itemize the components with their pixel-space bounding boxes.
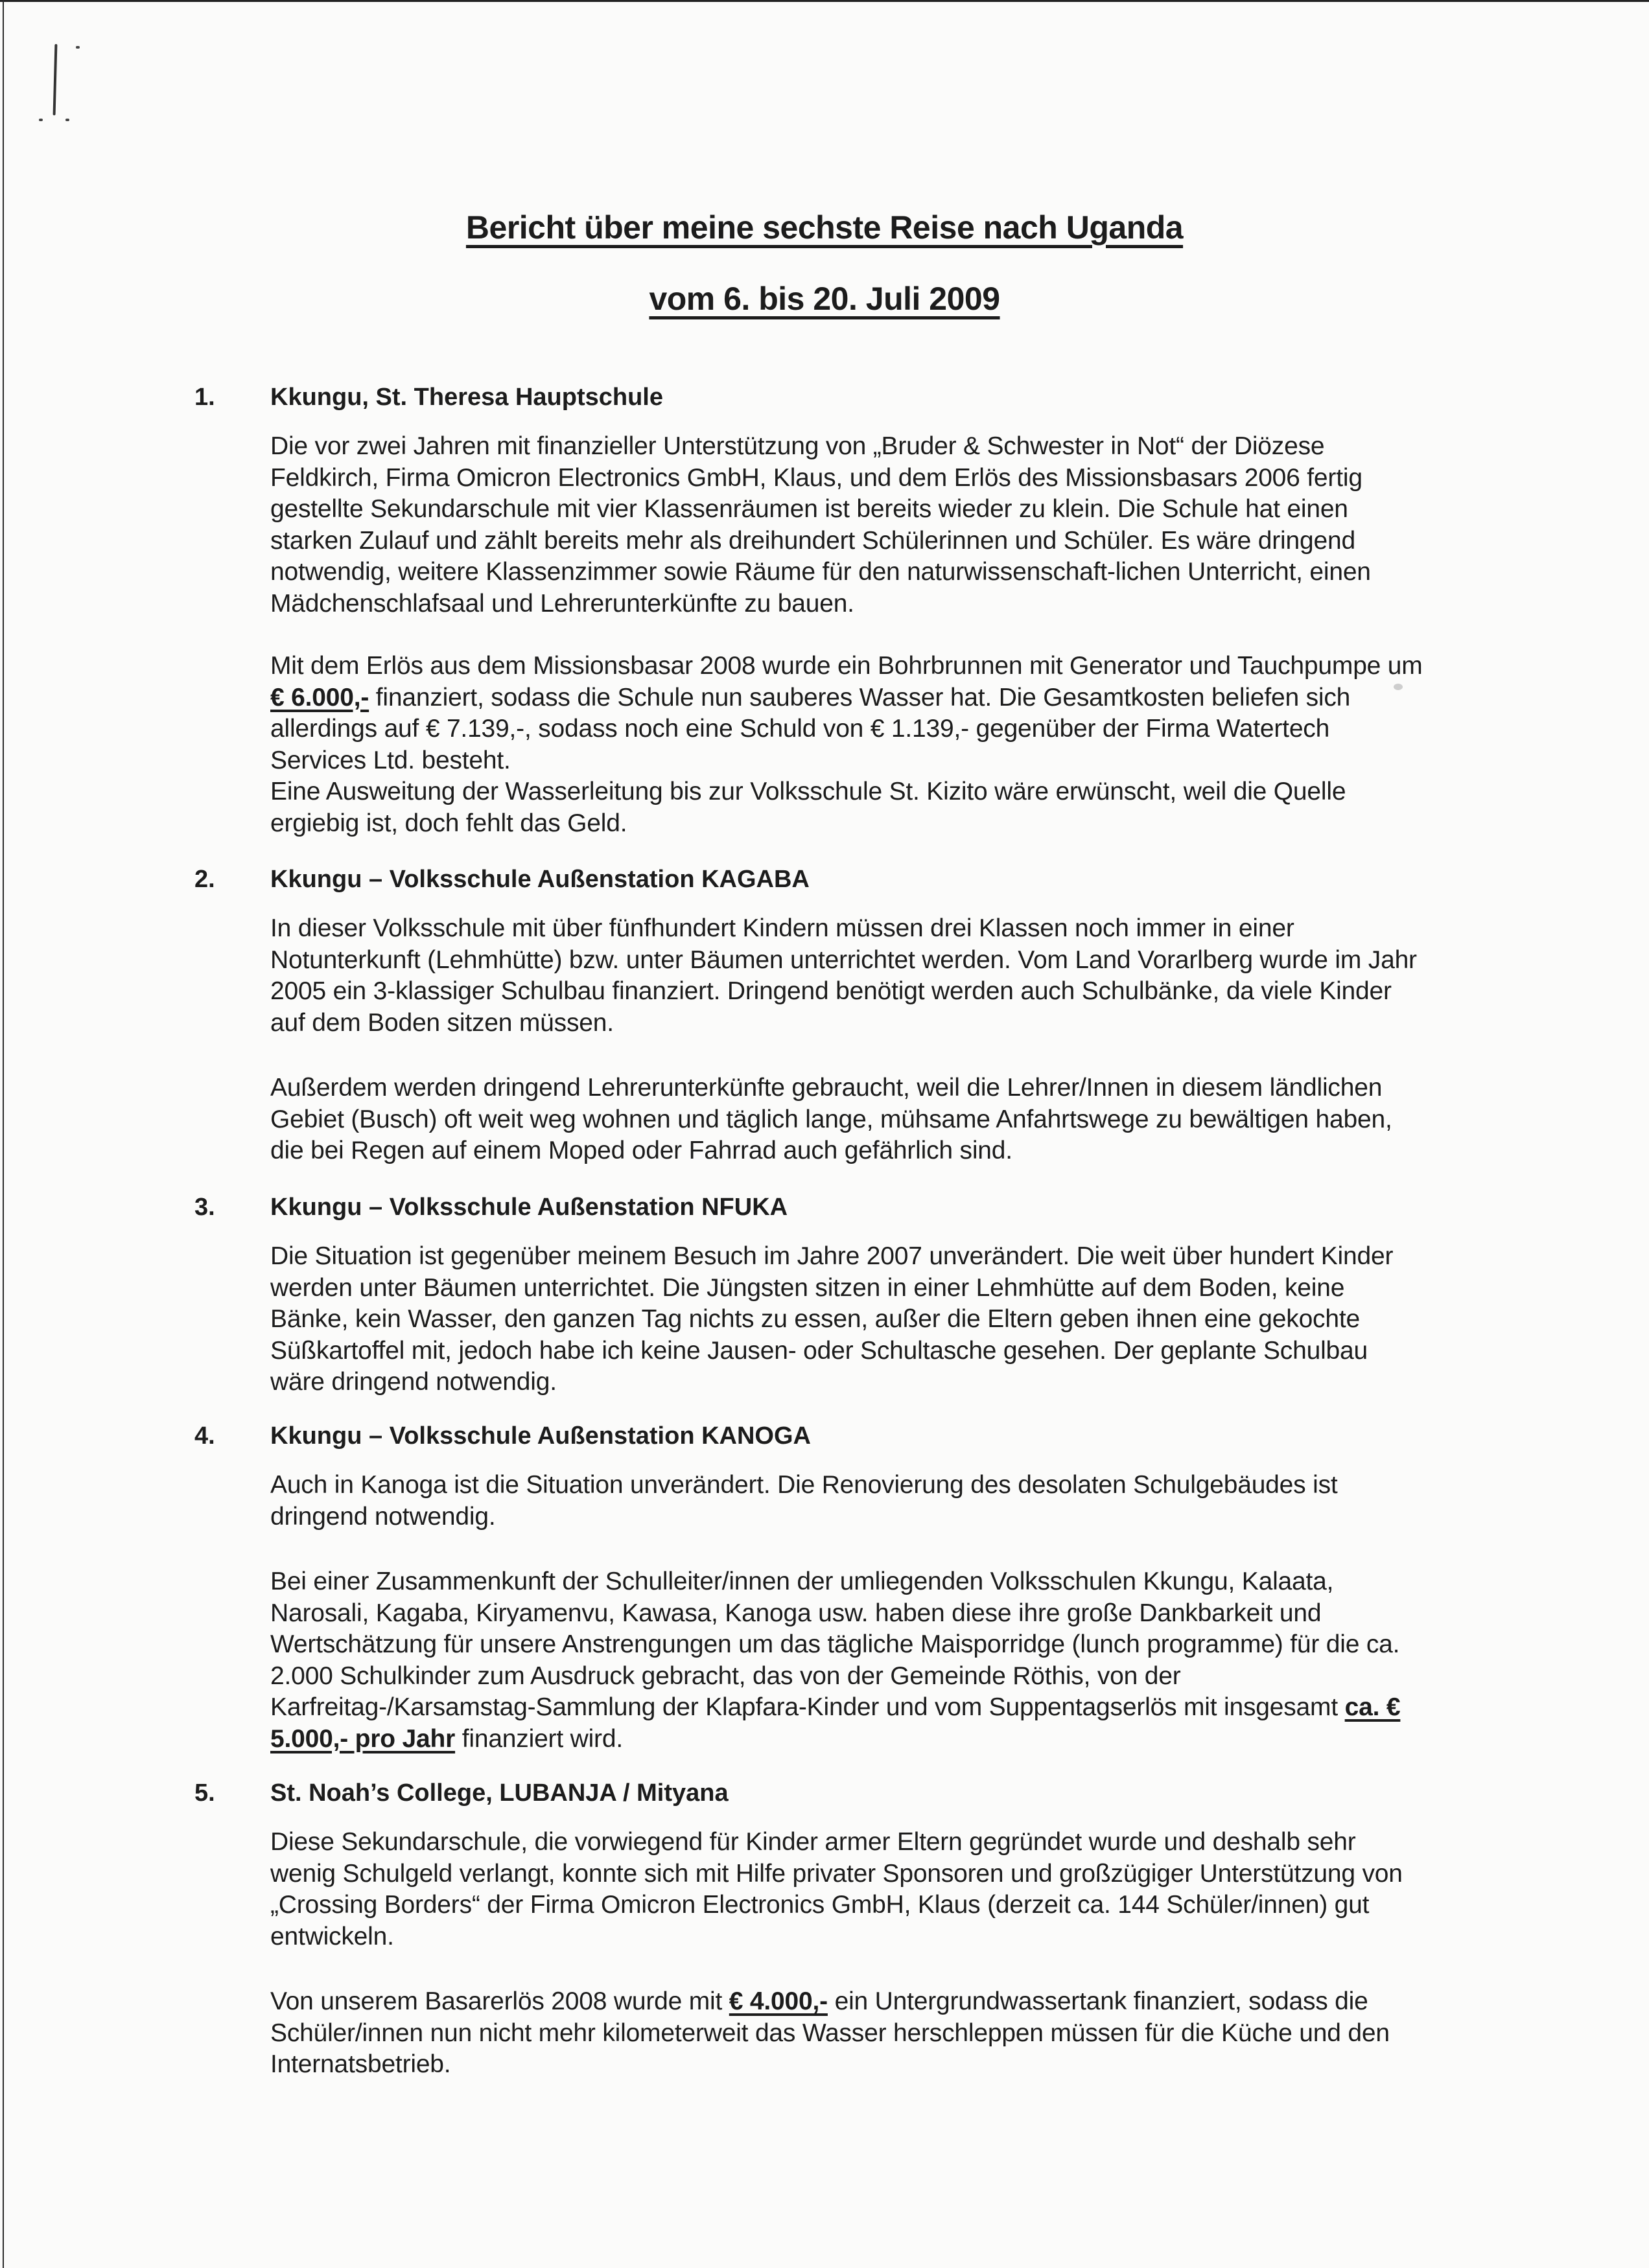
paragraph: Von unserem Basarerlös 2008 wurde mit € 4.000,- ein Untergrundwassertank finanziert, sodass die Schüler/innen nun nicht mehr kilometerweit das Wasser herschleppen müssen für die Küche und den Internatsbetrieb. xyxy=(270,1987,1390,2078)
section-3 xyxy=(194,1188,1426,1398)
section-4 xyxy=(194,1417,1426,1755)
staple-speck xyxy=(65,119,69,121)
paragraph: Mit dem Erlös aus dem Missionsbasar 2008 wurde ein Bohrbrunnen mit Generator und Tauchpumpe um € 6.000,- finanziert, sodass die Schule nun sauberes Wasser hat. Die Gesamtkosten beliefen sich allerdings auf € 7.139,-, sodass noch eine Schuld von € 1.139,- gegenüber der Firma Watertech Services Ltd. besteht. xyxy=(270,652,1423,774)
paragraph: Diese Sekundarschule, die vorwiegend für Kinder armer Eltern gegründet wurde und deshalb sehr wenig Schulgeld verlangt, konnte sich mit Hilfe privater Sponsoren und großzügiger Unterstützung von „Crossing Borders“ der Firma Omicron Electronics GmbH, Klaus (derzeit ca. 144 Schüler/innen) gut entwickeln. xyxy=(270,1828,1403,1950)
section-2 xyxy=(194,860,1426,1167)
section-title: Kkungu, St. Theresa Hauptschule xyxy=(270,383,663,411)
staple-speck xyxy=(39,119,43,121)
paragraph: Außerdem werden dringend Lehrerunterkünfte gebraucht, weil die Lehrer/Innen in diesem ländlichen Gebiet (Busch) oft weit weg wohnen und täglich lange, mühsame Anfahrtswege zu bewältigen haben, die bei Regen auf einem Moped oder Fahrrad auch gefährlich sind. xyxy=(270,1074,1392,1164)
paragraph: Bei einer Zusammenkunft der Schulleiter/innen der umliegenden Volksschulen Kkungu, Kalaata, Narosali, Kagaba, Kiryamenvu, Kawasa, Kanoga usw. haben diese ihre große Dankbarkeit und Wertschätzung für unsere Anstrengungen um das tägliche Maisporridge (lunch programme) für die ca. 2.000 Schulkinder zum Ausdruck gebracht, das von der Gemeinde Röthis, von der Karfreitag-/Karsamstag-Sammlung der Klapfara-Kinder und vom Suppentagserlös mit insgesamt ca. € 5.000,- pro Jahr finanziert wird. xyxy=(270,1568,1401,1753)
section-heading xyxy=(194,1417,1426,1455)
paragraph: Auch in Kanoga ist die Situation unverändert. Die Renovierung des desolaten Schulgebäudes ist dringend notwendig. xyxy=(270,1471,1338,1531)
section-title: Kkungu – Volksschule Außenstation KANOGA xyxy=(270,1422,811,1450)
staple-mark xyxy=(53,44,58,115)
paragraph: Die vor zwei Jahren mit finanzieller Unterstützung von „Bruder & Schwester in Not“ der Diözese Feldkirch, Firma Omicron Electronics GmbH, Klaus, und dem Erlös des Missionsbasars 2006 fertig gestellte Sekundarschule mit vier Klassenräumen ist bereits wieder zu klein. Die Schule hat einen starken Zulauf und zählt bereits mehr als dreihundert Schülerinnen und Schüler. Es wäre dringend notwendig, weitere Klassenzimmer sowie Räume für den naturwissenschaft-lichen Unterricht, einen Mädchenschlafsaal und Lehrerunterkünfte zu bauen. xyxy=(270,432,1371,618)
section-number: 1. xyxy=(194,383,215,411)
scan-edge-top xyxy=(0,0,1649,2)
section-heading xyxy=(194,378,1426,417)
section-number: 4. xyxy=(194,1422,215,1450)
section-number: 2. xyxy=(194,865,215,893)
amount-highlight: € 6.000,- xyxy=(270,683,369,712)
section-number: 3. xyxy=(194,1193,215,1221)
section-number: 5. xyxy=(194,1779,215,1807)
amount-highlight: ca. € 5.000,- pro Jahr xyxy=(270,1693,1401,1753)
section-heading xyxy=(194,860,1426,899)
scan-edge-left xyxy=(3,0,4,2268)
section-1 xyxy=(194,378,1426,839)
title-line-2: vom 6. bis 20. Juli 2009 xyxy=(649,281,1000,317)
paragraph: Die Situation ist gegenüber meinem Besuch im Jahre 2007 unverändert. Die weit über hundert Kinder werden unter Bäumen unterrichtet. Die Jüngsten sitzen in einer Lehmhütte auf dem Boden, keine Bänke, kein Wasser, den ganzen Tag nichts zu essen, außer die Eltern geben ihnen eine gekochte Süßkartoffel mit, jedoch habe ich keine Jausen- oder Schultasche gesehen. Der geplante Schulbau wäre dringend notwendig. xyxy=(270,1242,1394,1396)
section-title: Kkungu – Volksschule Außenstation KAGABA xyxy=(270,865,810,893)
section-5 xyxy=(194,1774,1426,2081)
staple-speck xyxy=(76,46,80,49)
paragraph: In dieser Volksschule mit über fünfhundert Kindern müssen drei Klassen noch immer in einer Notunterkunft (Lehmhütte) bzw. unter Bäumen unterrichtet werden. Vom Land Vorarlberg wurde im Jahr 2005 ein 3-klassiger Schulbau finanziert. Dringend benötigt werden auch Schulbänke, da viele Kinder auf dem Boden sitzen müssen. xyxy=(270,914,1417,1037)
section-heading xyxy=(194,1774,1426,1812)
title-line-1: Bericht über meine sechste Reise nach Uganda xyxy=(465,209,1184,246)
section-heading xyxy=(194,1188,1426,1227)
paragraph: Eine Ausweitung der Wasserleitung bis zur Volksschule St. Kizito wäre erwünscht, weil die Quelle ergiebig ist, doch fehlt das Geld. xyxy=(270,778,1346,837)
section-title: St. Noah’s College, LUBANJA / Mityana xyxy=(270,1779,729,1807)
section-title: Kkungu – Volksschule Außenstation NFUKA xyxy=(270,1193,788,1221)
amount-highlight: € 4.000,- xyxy=(729,1987,828,2015)
